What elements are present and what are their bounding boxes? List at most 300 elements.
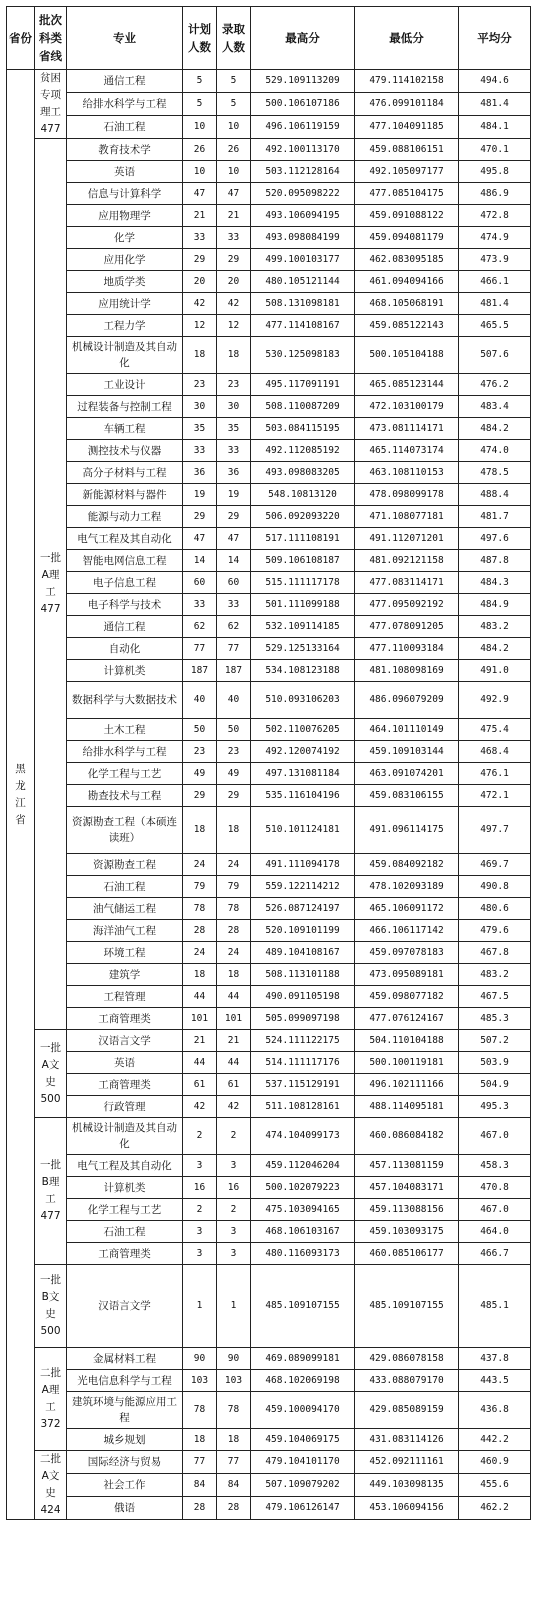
table-row — [7, 1008, 531, 1030]
plan-cell: 33 — [183, 440, 217, 462]
header-avg: 平均分 — [459, 7, 531, 70]
avg-score-cell: 466.7 — [459, 1243, 531, 1265]
avg-score-cell: 442.2 — [459, 1429, 531, 1451]
min-score-cell: 473.081114171 — [355, 418, 459, 440]
plan-cell: 1 — [183, 1265, 217, 1348]
avg-score-cell: 488.4 — [459, 484, 531, 506]
header-min: 最低分 — [355, 7, 459, 70]
plan-cell: 49 — [183, 763, 217, 785]
plan-cell: 62 — [183, 616, 217, 638]
max-score-cell: 511.108128161 — [251, 1096, 355, 1118]
major-cell: 建筑环境与能源应用工程 — [67, 1392, 183, 1429]
avg-score-cell: 464.0 — [459, 1221, 531, 1243]
major-cell: 工程管理 — [67, 986, 183, 1008]
admitted-cell: 40 — [217, 682, 251, 719]
avg-score-cell: 466.1 — [459, 271, 531, 293]
min-score-cell: 477.083114171 — [355, 572, 459, 594]
avg-score-cell: 481.4 — [459, 93, 531, 116]
admitted-cell: 35 — [217, 418, 251, 440]
admitted-cell: 14 — [217, 550, 251, 572]
table-row — [7, 1177, 531, 1199]
max-score-cell: 505.099097198 — [251, 1008, 355, 1030]
admitted-cell: 42 — [217, 1096, 251, 1118]
plan-cell: 36 — [183, 462, 217, 484]
min-score-cell: 459.085122143 — [355, 315, 459, 337]
admitted-cell: 24 — [217, 854, 251, 876]
min-score-cell: 459.098077182 — [355, 986, 459, 1008]
max-score-cell: 530.125098183 — [251, 337, 355, 374]
max-score-cell: 508.131098181 — [251, 293, 355, 315]
avg-score-cell: 507.6 — [459, 337, 531, 374]
max-score-cell: 506.092093220 — [251, 506, 355, 528]
admitted-cell: 12 — [217, 315, 251, 337]
plan-cell: 18 — [183, 964, 217, 986]
table-row — [7, 719, 531, 741]
max-score-cell: 502.110076205 — [251, 719, 355, 741]
admitted-cell: 18 — [217, 337, 251, 374]
min-score-cell: 449.103098135 — [355, 1474, 459, 1497]
min-score-cell: 460.085106177 — [355, 1243, 459, 1265]
max-score-cell: 479.106126147 — [251, 1497, 355, 1520]
max-score-cell: 548.10813120 — [251, 484, 355, 506]
major-cell: 高分子材料与工程 — [67, 462, 183, 484]
max-score-cell: 503.112128164 — [251, 161, 355, 183]
admitted-cell: 24 — [217, 942, 251, 964]
max-score-cell: 469.089099181 — [251, 1348, 355, 1370]
avg-score-cell: 495.8 — [459, 161, 531, 183]
min-score-cell: 463.091074201 — [355, 763, 459, 785]
min-score-cell: 459.113088156 — [355, 1199, 459, 1221]
admitted-cell: 2 — [217, 1118, 251, 1155]
major-cell: 信息与计算科学 — [67, 183, 183, 205]
table-row — [7, 1348, 531, 1370]
max-score-cell: 507.109079202 — [251, 1474, 355, 1497]
table-row — [7, 964, 531, 986]
admitted-cell: 19 — [217, 484, 251, 506]
table-row — [7, 418, 531, 440]
max-score-cell: 509.106108187 — [251, 550, 355, 572]
table-row — [7, 337, 531, 374]
min-score-cell: 478.102093189 — [355, 876, 459, 898]
plan-cell: 23 — [183, 741, 217, 763]
table-row — [7, 1096, 531, 1118]
table-row — [7, 139, 531, 161]
avg-score-cell: 494.6 — [459, 70, 531, 93]
avg-score-cell: 474.9 — [459, 227, 531, 249]
plan-cell: 35 — [183, 418, 217, 440]
major-cell: 城乡规划 — [67, 1429, 183, 1451]
avg-score-cell: 497.6 — [459, 528, 531, 550]
major-cell: 化学 — [67, 227, 183, 249]
avg-score-cell: 465.5 — [459, 315, 531, 337]
plan-cell: 23 — [183, 374, 217, 396]
min-score-cell: 478.098099178 — [355, 484, 459, 506]
min-score-cell: 433.088079170 — [355, 1370, 459, 1392]
plan-cell: 47 — [183, 183, 217, 205]
avg-score-cell: 484.2 — [459, 418, 531, 440]
major-cell: 给排水科学与工程 — [67, 93, 183, 116]
major-cell: 俄语 — [67, 1497, 183, 1520]
avg-score-cell: 478.5 — [459, 462, 531, 484]
max-score-cell: 492.120074192 — [251, 741, 355, 763]
table-row — [7, 942, 531, 964]
table-row — [7, 920, 531, 942]
avg-score-cell: 483.2 — [459, 616, 531, 638]
admitted-cell: 28 — [217, 920, 251, 942]
avg-score-cell: 475.4 — [459, 719, 531, 741]
min-score-cell: 459.109103144 — [355, 741, 459, 763]
table-row — [7, 440, 531, 462]
max-score-cell: 517.111108191 — [251, 528, 355, 550]
avg-score-cell: 504.9 — [459, 1074, 531, 1096]
major-cell: 社会工作 — [67, 1474, 183, 1497]
table-row — [7, 660, 531, 682]
table-row — [7, 1429, 531, 1451]
admitted-cell: 23 — [217, 374, 251, 396]
table-row — [7, 183, 531, 205]
min-score-cell: 473.095089181 — [355, 964, 459, 986]
avg-score-cell: 503.9 — [459, 1052, 531, 1074]
admitted-cell: 26 — [217, 139, 251, 161]
admitted-cell: 18 — [217, 1429, 251, 1451]
table-row — [7, 374, 531, 396]
major-cell: 给排水科学与工程 — [67, 741, 183, 763]
min-score-cell: 457.113081159 — [355, 1155, 459, 1177]
avg-score-cell: 497.7 — [459, 807, 531, 854]
avg-score-cell: 485.3 — [459, 1008, 531, 1030]
major-cell: 计算机类 — [67, 1177, 183, 1199]
min-score-cell: 476.099101184 — [355, 93, 459, 116]
min-score-cell: 459.094081179 — [355, 227, 459, 249]
admitted-cell: 101 — [217, 1008, 251, 1030]
admitted-cell: 29 — [217, 785, 251, 807]
max-score-cell: 480.116093173 — [251, 1243, 355, 1265]
major-cell: 海洋油气工程 — [67, 920, 183, 942]
major-cell: 应用统计学 — [67, 293, 183, 315]
min-score-cell: 472.103100179 — [355, 396, 459, 418]
max-score-cell: 520.109101199 — [251, 920, 355, 942]
major-cell: 智能电网信息工程 — [67, 550, 183, 572]
major-cell: 机械设计制造及其自动化 — [67, 1118, 183, 1155]
table-row — [7, 1497, 531, 1520]
province-cell: 黑龙江省 — [7, 70, 35, 1520]
plan-cell: 90 — [183, 1348, 217, 1370]
table-row — [7, 271, 531, 293]
header-province: 省份 — [7, 7, 35, 70]
min-score-cell: 459.091088122 — [355, 205, 459, 227]
major-cell: 通信工程 — [67, 70, 183, 93]
plan-cell: 24 — [183, 854, 217, 876]
major-cell: 工商管理类 — [67, 1243, 183, 1265]
min-score-cell: 485.109107155 — [355, 1265, 459, 1348]
max-score-cell: 493.098084199 — [251, 227, 355, 249]
max-score-cell: 500.102079223 — [251, 1177, 355, 1199]
avg-score-cell: 484.2 — [459, 638, 531, 660]
min-score-cell: 468.105068191 — [355, 293, 459, 315]
min-score-cell: 479.114102158 — [355, 70, 459, 93]
plan-cell: 84 — [183, 1474, 217, 1497]
admitted-cell: 61 — [217, 1074, 251, 1096]
max-score-cell: 514.111117176 — [251, 1052, 355, 1074]
admitted-cell: 33 — [217, 227, 251, 249]
table-row — [7, 93, 531, 116]
admitted-cell: 47 — [217, 183, 251, 205]
min-score-cell: 500.100119181 — [355, 1052, 459, 1074]
avg-score-cell: 467.8 — [459, 942, 531, 964]
plan-cell: 33 — [183, 594, 217, 616]
max-score-cell: 503.084115195 — [251, 418, 355, 440]
major-cell: 通信工程 — [67, 616, 183, 638]
avg-score-cell: 436.8 — [459, 1392, 531, 1429]
admitted-cell: 49 — [217, 763, 251, 785]
table-row — [7, 70, 531, 93]
table-row — [7, 1370, 531, 1392]
major-cell: 地质学类 — [67, 271, 183, 293]
batch-cell: 一批B理工477 — [35, 1118, 67, 1265]
table-row — [7, 572, 531, 594]
table-row — [7, 528, 531, 550]
plan-cell: 29 — [183, 249, 217, 271]
avg-score-cell: 443.5 — [459, 1370, 531, 1392]
min-score-cell: 465.114073174 — [355, 440, 459, 462]
plan-cell: 78 — [183, 898, 217, 920]
min-score-cell: 463.108110153 — [355, 462, 459, 484]
min-score-cell: 481.092121158 — [355, 550, 459, 572]
major-cell: 过程装备与控制工程 — [67, 396, 183, 418]
plan-cell: 42 — [183, 1096, 217, 1118]
plan-cell: 3 — [183, 1155, 217, 1177]
min-score-cell: 462.083095185 — [355, 249, 459, 271]
table-row — [7, 1392, 531, 1429]
min-score-cell: 477.076124167 — [355, 1008, 459, 1030]
min-score-cell: 477.085104175 — [355, 183, 459, 205]
admitted-cell: 2 — [217, 1199, 251, 1221]
max-score-cell: 493.098083205 — [251, 462, 355, 484]
admitted-cell: 16 — [217, 1177, 251, 1199]
table-row — [7, 616, 531, 638]
plan-cell: 28 — [183, 1497, 217, 1520]
plan-cell: 14 — [183, 550, 217, 572]
admitted-cell: 3 — [217, 1243, 251, 1265]
table-row — [7, 785, 531, 807]
min-score-cell: 488.114095181 — [355, 1096, 459, 1118]
major-cell: 石油工程 — [67, 1221, 183, 1243]
plan-cell: 33 — [183, 227, 217, 249]
table-row — [7, 550, 531, 572]
header-plan: 计划人数 — [183, 7, 217, 70]
admitted-cell: 90 — [217, 1348, 251, 1370]
avg-score-cell: 484.9 — [459, 594, 531, 616]
min-score-cell: 504.110104188 — [355, 1030, 459, 1052]
major-cell: 资源勘查工程 — [67, 854, 183, 876]
min-score-cell: 465.085123144 — [355, 374, 459, 396]
major-cell: 电气工程及其自动化 — [67, 1155, 183, 1177]
avg-score-cell: 485.1 — [459, 1265, 531, 1348]
major-cell: 电子信息工程 — [67, 572, 183, 594]
major-cell: 光电信息科学与工程 — [67, 1370, 183, 1392]
table-row — [7, 1052, 531, 1074]
avg-score-cell: 479.6 — [459, 920, 531, 942]
admitted-cell: 44 — [217, 986, 251, 1008]
avg-score-cell: 467.0 — [459, 1118, 531, 1155]
plan-cell: 30 — [183, 396, 217, 418]
plan-cell: 47 — [183, 528, 217, 550]
plan-cell: 18 — [183, 807, 217, 854]
avg-score-cell: 467.5 — [459, 986, 531, 1008]
min-score-cell: 486.096079209 — [355, 682, 459, 719]
major-cell: 汉语言文学 — [67, 1265, 183, 1348]
avg-score-cell: 481.7 — [459, 506, 531, 528]
plan-cell: 24 — [183, 942, 217, 964]
admitted-cell: 62 — [217, 616, 251, 638]
max-score-cell: 479.104101170 — [251, 1451, 355, 1474]
admitted-cell: 18 — [217, 964, 251, 986]
table-row — [7, 638, 531, 660]
header-major: 专业 — [67, 7, 183, 70]
max-score-cell: 515.111117178 — [251, 572, 355, 594]
table-row — [7, 1199, 531, 1221]
max-score-cell: 508.113101188 — [251, 964, 355, 986]
min-score-cell: 491.096114175 — [355, 807, 459, 854]
admitted-cell: 77 — [217, 638, 251, 660]
major-cell: 工业设计 — [67, 374, 183, 396]
max-score-cell: 493.106094195 — [251, 205, 355, 227]
major-cell: 石油工程 — [67, 876, 183, 898]
min-score-cell: 500.105104188 — [355, 337, 459, 374]
admitted-cell: 29 — [217, 506, 251, 528]
min-score-cell: 492.105097177 — [355, 161, 459, 183]
major-cell: 环境工程 — [67, 942, 183, 964]
table-row — [7, 1243, 531, 1265]
table-body — [7, 70, 531, 1520]
plan-cell: 77 — [183, 638, 217, 660]
plan-cell: 26 — [183, 139, 217, 161]
table-row — [7, 484, 531, 506]
min-score-cell: 464.101110149 — [355, 719, 459, 741]
plan-cell: 61 — [183, 1074, 217, 1096]
admitted-cell: 33 — [217, 594, 251, 616]
avg-score-cell: 474.0 — [459, 440, 531, 462]
table-row — [7, 594, 531, 616]
header-max: 最高分 — [251, 7, 355, 70]
avg-score-cell: 468.4 — [459, 741, 531, 763]
min-score-cell: 459.084092182 — [355, 854, 459, 876]
max-score-cell: 526.087124197 — [251, 898, 355, 920]
min-score-cell: 471.108077181 — [355, 506, 459, 528]
major-cell: 工商管理类 — [67, 1074, 183, 1096]
admitted-cell: 77 — [217, 1451, 251, 1474]
major-cell: 计算机类 — [67, 660, 183, 682]
min-score-cell: 477.078091205 — [355, 616, 459, 638]
min-score-cell: 453.106094156 — [355, 1497, 459, 1520]
table-row — [7, 161, 531, 183]
admitted-cell: 5 — [217, 70, 251, 93]
avg-score-cell: 455.6 — [459, 1474, 531, 1497]
admitted-cell: 21 — [217, 205, 251, 227]
min-score-cell: 491.112071201 — [355, 528, 459, 550]
batch-cell: 一批A文史500 — [35, 1030, 67, 1118]
avg-score-cell: 492.9 — [459, 682, 531, 719]
plan-cell: 78 — [183, 1392, 217, 1429]
max-score-cell: 500.106107186 — [251, 93, 355, 116]
admitted-cell: 10 — [217, 161, 251, 183]
min-score-cell: 459.083106155 — [355, 785, 459, 807]
plan-cell: 2 — [183, 1199, 217, 1221]
min-score-cell: 461.094094166 — [355, 271, 459, 293]
major-cell: 资源勘查工程（本硕连读班） — [67, 807, 183, 854]
major-cell: 行政管理 — [67, 1096, 183, 1118]
table-row — [7, 1155, 531, 1177]
min-score-cell: 431.083114126 — [355, 1429, 459, 1451]
admitted-cell: 44 — [217, 1052, 251, 1074]
table-row — [7, 315, 531, 337]
max-score-cell: 459.112046204 — [251, 1155, 355, 1177]
table-row — [7, 462, 531, 484]
table-row — [7, 249, 531, 271]
min-score-cell: 477.104091185 — [355, 116, 459, 139]
admitted-cell: 18 — [217, 807, 251, 854]
max-score-cell: 475.103094165 — [251, 1199, 355, 1221]
max-score-cell: 459.104069175 — [251, 1429, 355, 1451]
avg-score-cell: 437.8 — [459, 1348, 531, 1370]
admitted-cell: 84 — [217, 1474, 251, 1497]
min-score-cell: 457.104083171 — [355, 1177, 459, 1199]
table-row — [7, 1074, 531, 1096]
major-cell: 测控技术与仪器 — [67, 440, 183, 462]
table-row — [7, 1221, 531, 1243]
major-cell: 油气储运工程 — [67, 898, 183, 920]
avg-score-cell: 483.4 — [459, 396, 531, 418]
plan-cell: 21 — [183, 1030, 217, 1052]
table-row — [7, 854, 531, 876]
table-row — [7, 227, 531, 249]
max-score-cell: 537.115129191 — [251, 1074, 355, 1096]
avg-score-cell: 480.6 — [459, 898, 531, 920]
max-score-cell: 510.101124181 — [251, 807, 355, 854]
max-score-cell: 535.116104196 — [251, 785, 355, 807]
min-score-cell: 459.103093175 — [355, 1221, 459, 1243]
avg-score-cell: 507.2 — [459, 1030, 531, 1052]
admitted-cell: 1 — [217, 1265, 251, 1348]
plan-cell: 12 — [183, 315, 217, 337]
table-row — [7, 205, 531, 227]
min-score-cell: 481.108098169 — [355, 660, 459, 682]
plan-cell: 40 — [183, 682, 217, 719]
max-score-cell: 492.100113170 — [251, 139, 355, 161]
table-row — [7, 1265, 531, 1348]
major-cell: 国际经济与贸易 — [67, 1451, 183, 1474]
admitted-cell: 50 — [217, 719, 251, 741]
major-cell: 电气工程及其自动化 — [67, 528, 183, 550]
plan-cell: 103 — [183, 1370, 217, 1392]
max-score-cell: 468.102069198 — [251, 1370, 355, 1392]
plan-cell: 29 — [183, 506, 217, 528]
max-score-cell: 492.112085192 — [251, 440, 355, 462]
avg-score-cell: 473.9 — [459, 249, 531, 271]
admitted-cell: 3 — [217, 1221, 251, 1243]
major-cell: 石油工程 — [67, 116, 183, 139]
plan-cell: 79 — [183, 876, 217, 898]
plan-cell: 19 — [183, 484, 217, 506]
plan-cell: 44 — [183, 986, 217, 1008]
max-score-cell: 501.111099188 — [251, 594, 355, 616]
avg-score-cell: 476.2 — [459, 374, 531, 396]
avg-score-cell: 484.3 — [459, 572, 531, 594]
table-row — [7, 1451, 531, 1474]
major-cell: 新能源材料与器件 — [67, 484, 183, 506]
min-score-cell: 460.086084182 — [355, 1118, 459, 1155]
plan-cell: 3 — [183, 1221, 217, 1243]
